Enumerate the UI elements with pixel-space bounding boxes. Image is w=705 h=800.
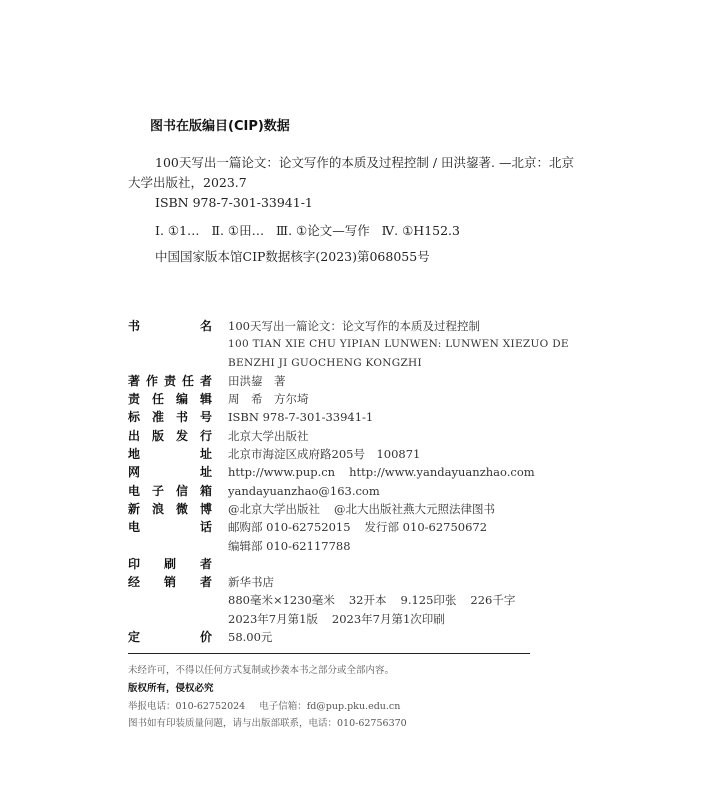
label-email: 电子信箱 xyxy=(128,483,212,498)
row-spec xyxy=(128,591,568,609)
cip-classification: Ⅰ. ①1… Ⅱ. ①田… Ⅲ. ①论文—写作 Ⅳ. ①H152.3 xyxy=(155,223,460,238)
report-email: 电子信箱：fd@pup.pku.edu.cn xyxy=(259,700,401,712)
value-email[interactable]: yandayuanzhao@163.com xyxy=(228,483,380,498)
label-publisher: 出版发行 xyxy=(128,428,212,443)
label-website: 网址 xyxy=(128,465,212,480)
value-title-en-2: BENZHI JI GUOCHENG KONGZHI xyxy=(228,356,422,369)
row-distributor xyxy=(128,573,568,591)
spec-sheets: 9.125印张 xyxy=(400,593,457,608)
cip-bibliographic-line: 100天写出一篇论文：论文写作的本质及过程控制 / 田洪鋆著. —北京：北京大学出版社，2023.7 xyxy=(128,155,574,190)
label-distributor: 经销者 xyxy=(128,575,212,590)
phone-editorial: 编辑部 010-62117788 xyxy=(228,538,351,553)
label-address: 地址 xyxy=(128,447,212,462)
cip-block xyxy=(128,153,578,267)
cip-number: 中国国家版本馆CIP数据核字(2023)第068055号 xyxy=(155,249,430,264)
label-price: 定价 xyxy=(128,630,212,645)
row-publisher xyxy=(128,427,568,445)
copy-notice: 未经许可，不得以任何方式复制或抄袭本书之部分或全部内容。 xyxy=(128,665,395,676)
row-phone-2 xyxy=(128,537,568,555)
quality-notice: 图书如有印装质量问题，请与出版部联系，电话：010-62756370 xyxy=(128,718,407,730)
spec-words: 226千字 xyxy=(470,593,516,608)
row-title xyxy=(128,317,568,335)
value-distributor: 新华书店 xyxy=(228,575,274,590)
printing: 2023年7月第1次印刷 xyxy=(331,611,445,626)
label-author: 著作责任者 xyxy=(128,373,212,388)
value-website xyxy=(228,463,549,481)
value-title-en-1: 100 TIAN XIE CHU YIPIAN LUNWEN: LUNWEN XIEZUO DE xyxy=(228,338,569,351)
row-weibo xyxy=(128,500,568,518)
value-publisher: 北京大学出版社 xyxy=(228,428,309,443)
value-price: 58.00元 xyxy=(228,630,273,645)
divider xyxy=(128,653,530,654)
row-website xyxy=(128,463,568,481)
value-isbn: ISBN 978-7-301-33941-1 xyxy=(228,410,374,425)
row-edition xyxy=(128,610,568,628)
row-title-en-1 xyxy=(128,335,568,353)
publication-details xyxy=(128,317,568,646)
cip-isbn: ISBN 978-7-301-33941-1 xyxy=(155,195,313,210)
value-author: 田洪鋆 著 xyxy=(228,373,286,388)
row-address xyxy=(128,445,568,463)
value-spec xyxy=(228,591,529,609)
weibo-account-2: @北大出版社燕大元照法律图书 xyxy=(334,501,495,516)
row-editor xyxy=(128,390,568,408)
row-phone xyxy=(128,518,568,536)
value-address: 北京市海淀区成府路205号 100871 xyxy=(228,447,421,462)
phone-mail-order: 邮购部 010-62752015 xyxy=(228,520,351,535)
label-weibo: 新浪微博 xyxy=(128,501,212,516)
value-phone xyxy=(228,518,501,536)
cip-heading: 图书在版编目(CIP)数据 xyxy=(150,119,290,134)
label-empty xyxy=(128,610,212,628)
website-link-yanda[interactable]: http://www.yandayuanzhao.com xyxy=(349,465,535,480)
label-empty xyxy=(128,537,212,555)
label-phone: 电话 xyxy=(128,520,212,535)
label-empty xyxy=(128,591,212,609)
value-editor: 周 希 方尔埼 xyxy=(228,392,309,407)
label-title: 书名 xyxy=(128,319,212,333)
value-title-cn: 100天写出一篇论文：论文写作的本质及过程控制 xyxy=(228,319,480,333)
row-email xyxy=(128,482,568,500)
phone-distribution: 发行部 010-62750672 xyxy=(364,520,488,535)
row-author xyxy=(128,372,568,390)
spec-size: 880毫米×1230毫米 xyxy=(228,593,335,608)
rights-reserved: 版权所有，侵权必究 xyxy=(128,682,214,694)
website-link-pup[interactable]: http://www.pup.cn xyxy=(228,465,336,480)
label-editor: 责任编辑 xyxy=(128,392,212,407)
row-title-en-2 xyxy=(128,354,568,372)
value-weibo xyxy=(228,500,509,518)
report-contact xyxy=(128,698,407,716)
edition: 2023年7月第1版 xyxy=(228,611,318,626)
row-isbn xyxy=(128,408,568,426)
row-price xyxy=(128,628,568,646)
weibo-account-1: @北京大学出版社 xyxy=(228,501,320,516)
copyright-footer xyxy=(128,662,407,733)
label-printer: 印刷者 xyxy=(128,556,212,571)
value-edition xyxy=(228,610,459,628)
label-isbn: 标准书号 xyxy=(128,410,212,425)
row-printer xyxy=(128,555,568,573)
label-empty xyxy=(128,335,212,353)
report-phone: 举报电话：010-62752024 xyxy=(128,700,246,712)
label-empty xyxy=(128,354,212,372)
spec-format: 32开本 xyxy=(348,593,387,608)
